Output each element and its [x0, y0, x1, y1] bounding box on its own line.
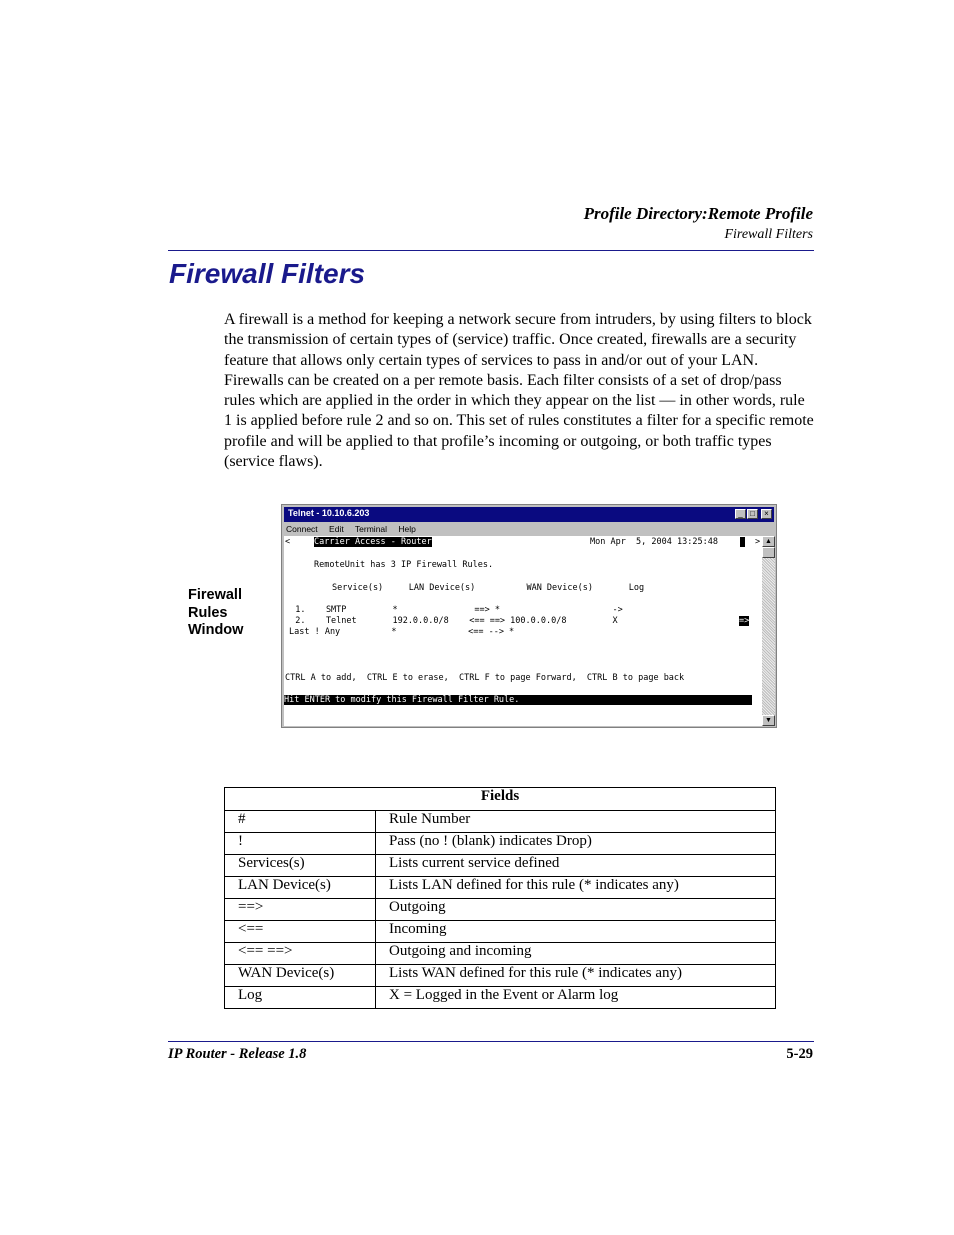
table-row: [225, 855, 776, 877]
field-key: LAN Device(s): [225, 877, 376, 899]
field-key: <==: [225, 921, 376, 943]
telnet-title: Telnet - 10.10.6.203: [288, 508, 370, 518]
terminal-screen[interactable]: [284, 536, 762, 726]
menu-help[interactable]: Help: [398, 524, 416, 534]
terminal-ctrl-help: CTRL A to add, CTRL E to erase, CTRL F to page Forward, CTRL B to page back: [285, 673, 685, 683]
terminal-cursor: [740, 537, 745, 547]
field-key: #: [225, 811, 376, 833]
fields-table-header-row: [225, 788, 776, 811]
terminal-right-arrow: >: [755, 537, 761, 547]
field-description: Lists current service defined: [376, 855, 776, 877]
maximize-button[interactable]: □: [747, 509, 758, 519]
table-row: [225, 899, 776, 921]
fields-table-header: Fields: [225, 788, 776, 811]
field-description: Outgoing and incoming: [376, 943, 776, 965]
terminal-status-bar: Hit ENTER to modify this Firewall Filter Rule.: [284, 695, 752, 705]
telnet-window: [281, 504, 777, 728]
terminal-rule-1[interactable]: 1. SMTP * ==> * ->: [285, 605, 623, 615]
field-description: Incoming: [376, 921, 776, 943]
terminal-scrollbar[interactable]: [762, 536, 775, 726]
telnet-menubar: [286, 524, 425, 536]
field-key: Log: [225, 987, 376, 1009]
footer-rule: [168, 1041, 814, 1042]
close-button[interactable]: ×: [761, 509, 772, 519]
telnet-titlebar: [284, 507, 774, 522]
terminal-selected-marker: =>: [739, 616, 750, 626]
footer-product: IP Router - Release 1.8: [168, 1046, 307, 1062]
field-description: Lists LAN defined for this rule (* indicates any): [376, 877, 776, 899]
field-key: !: [225, 833, 376, 855]
terminal-left-arrow: <: [285, 537, 291, 547]
table-row: [225, 987, 776, 1009]
table-row: [225, 877, 776, 899]
field-key: <== ==>: [225, 943, 376, 965]
menu-terminal[interactable]: Terminal: [354, 524, 388, 534]
section-title: Firewall Filters: [169, 258, 366, 289]
figure-label-line-3: Window: [188, 622, 244, 638]
body-paragraph: A firewall is a method for keeping a network secure from intruders, by using filters to block the transmission of certain types of (service) traffic. Once created, firewalls are a security feature that allows only certain types of services to pass in and/or out of your LAN. Firewalls can be created on a per remote basis. Each filter consists of a set of drop/pass rules which are applied in the order in which they appear on the list — in other words, rule 1 is applied before rule 2 and so on. This set of rules constitutes a filter for a specific remote profile and will be applied to that profile’s incoming or outgoing, or both traffic types (service flaws).: [224, 311, 814, 471]
header-rule: [168, 250, 814, 251]
figure-label-line-1: Firewall: [188, 587, 242, 603]
field-key: Services(s): [225, 855, 376, 877]
scroll-down-arrow-icon[interactable]: ▼: [762, 715, 775, 726]
fields-table: [224, 787, 776, 1009]
field-description: Outgoing: [376, 899, 776, 921]
running-header-subtitle: Firewall Filters: [724, 227, 813, 242]
field-description: Pass (no ! (blank) indicates Drop): [376, 833, 776, 855]
field-key: WAN Device(s): [225, 965, 376, 987]
figure-label-line-2: Rules: [188, 604, 228, 621]
table-row: [225, 833, 776, 855]
page-number: 5-29: [786, 1046, 813, 1062]
scroll-up-arrow-icon[interactable]: ▲: [762, 536, 775, 547]
field-description: Rule Number: [376, 811, 776, 833]
terminal-rule-2[interactable]: 2. Telnet 192.0.0.0/8 <== ==> 100.0.0.0/8 X: [285, 616, 639, 626]
field-description: X = Logged in the Event or Alarm log: [376, 987, 776, 1009]
field-key: ==>: [225, 899, 376, 921]
figure-label: [188, 587, 268, 640]
scroll-thumb[interactable]: [762, 547, 775, 558]
table-row: [225, 921, 776, 943]
menu-connect[interactable]: Connect: [286, 524, 318, 534]
field-description: Lists WAN defined for this rule (* indicates any): [376, 965, 776, 987]
table-row: [225, 965, 776, 987]
running-header-title: Profile Directory:Remote Profile: [583, 204, 813, 223]
table-row: [225, 943, 776, 965]
menu-edit[interactable]: Edit: [329, 524, 344, 534]
minimize-button[interactable]: _: [735, 509, 746, 519]
terminal-date: Mon Apr 5, 2004 13:25:48: [590, 537, 718, 547]
terminal-rule-last[interactable]: Last ! Any * <== --> *: [289, 627, 515, 637]
terminal-title: Carrier Access - Router: [314, 537, 432, 547]
table-row: [225, 811, 776, 833]
terminal-rule-count: RemoteUnit has 3 IP Firewall Rules.: [314, 560, 494, 570]
terminal-column-headers: Service(s) LAN Device(s) WAN Device(s) Log: [332, 583, 645, 593]
